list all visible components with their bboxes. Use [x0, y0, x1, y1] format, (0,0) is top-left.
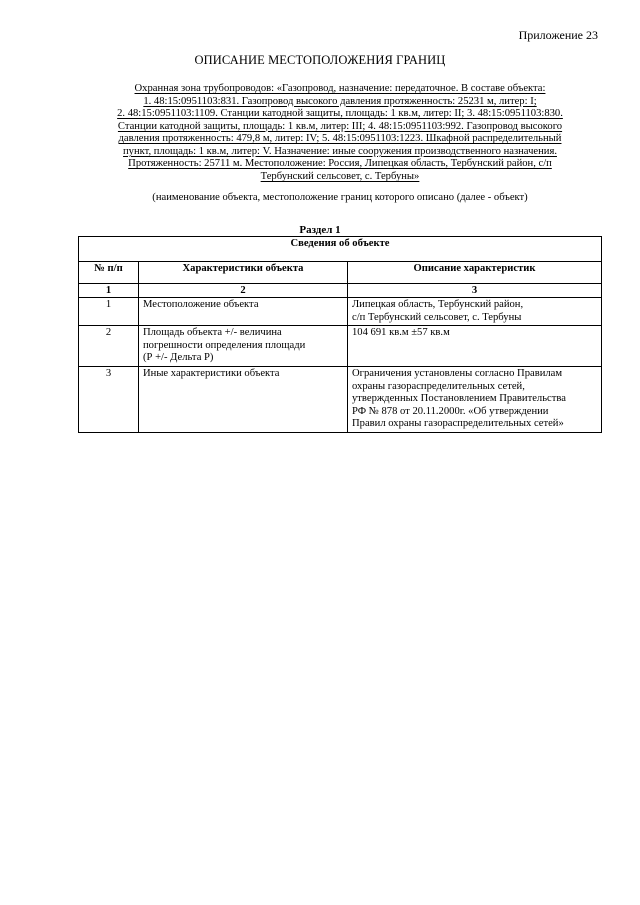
row-characteristic: Иные характеристики объекта	[139, 367, 348, 433]
column-number: 3	[348, 284, 602, 298]
object-description	[80, 83, 600, 183]
object-caption: (наименование объекта, местоположение границ которого описано (далее - объект)	[152, 192, 528, 203]
row-description-line: 104 691 кв.м ±57 кв.м	[352, 327, 450, 338]
object-description-line: Протяженность: 25711 м. Местоположение: Россия, Липецкая область, Тербунский район, с/п	[128, 158, 552, 170]
object-description-line: пункт, площадь: 1 кв.м, литер: V. Назначение: иные сооружения производственного назначения.	[123, 145, 557, 157]
column-number: 2	[139, 284, 348, 298]
column-number: 1	[79, 284, 139, 298]
row-characteristic	[139, 326, 348, 367]
object-description-line: Тербунский сельсовет, с. Тербуны»	[260, 170, 420, 182]
row-description-line: Липецкая область, Тербунский район,	[352, 299, 524, 310]
column-number-row	[79, 284, 602, 298]
object-description-line: Станции катодной защиты, площадь: 1 кв.м, литер: III; 4. 48:15:0951103:992. Газопровод высокого	[117, 120, 563, 132]
object-description-line: давления протяженность: 479,8 м, литер: IV; 5. 48:15:0951103:1223. Шкафной распределительный	[118, 133, 562, 145]
row-description	[348, 367, 602, 433]
row-number: 1	[79, 298, 139, 326]
row-characteristic-line: (Р +/- Дельта Р)	[143, 352, 214, 363]
object-description-line: Охранная зона трубопроводов: «Газопровод, назначение: передаточное. В составе объекта:	[134, 83, 546, 94]
table-title: Сведения об объекте	[79, 237, 602, 262]
table-title-row	[79, 237, 602, 262]
row-description-line: Ограничения установлены согласно Правилам	[352, 368, 563, 379]
row-number: 3	[79, 367, 139, 433]
table-row	[79, 367, 602, 433]
section-title: Раздел 1	[299, 224, 341, 236]
row-characteristic-line: погрешности определения площади	[143, 339, 306, 351]
table-row	[79, 326, 602, 367]
table-header-row	[79, 262, 602, 284]
table-row	[79, 298, 602, 326]
object-description-line: 2. 48:15:0951103:1109. Станции катодной защиты, площадь: 1 кв.м, литер: II; 3. 48:15:0951103:830.	[117, 108, 563, 120]
row-characteristic-line: Площадь объекта +/- величина	[143, 327, 282, 338]
column-header-description: Описание характеристик	[348, 262, 602, 284]
row-description-line: охраны газораспределительных сетей,	[352, 380, 525, 392]
document-title: ОПИСАНИЕ МЕСТОПОЛОЖЕНИЯ ГРАНИЦ	[194, 53, 446, 67]
column-header-number: № п/п	[79, 262, 139, 284]
object-description-line: 1. 48:15:0951103:831. Газопровод высокого давления протяженность: 25231 м, литер: I;	[143, 95, 537, 107]
row-description	[348, 298, 602, 326]
row-description-line: утвержденных Постановлением Правительства	[352, 393, 566, 404]
object-info-table	[78, 236, 602, 433]
column-header-characteristic: Характеристики объекта	[139, 262, 348, 284]
row-characteristic: Местоположение объекта	[139, 298, 348, 326]
row-description-line: РФ № 878 от 20.11.2000г. «Об утверждении	[352, 405, 549, 417]
row-description-line: Правил охраны газораспределительных сетей»	[352, 418, 564, 429]
row-number: 2	[79, 326, 139, 367]
appendix-label: Приложение 23	[518, 28, 598, 42]
row-description-line: с/п Тербунский сельсовет, с. Тербуны	[352, 311, 522, 323]
row-description	[348, 326, 602, 367]
